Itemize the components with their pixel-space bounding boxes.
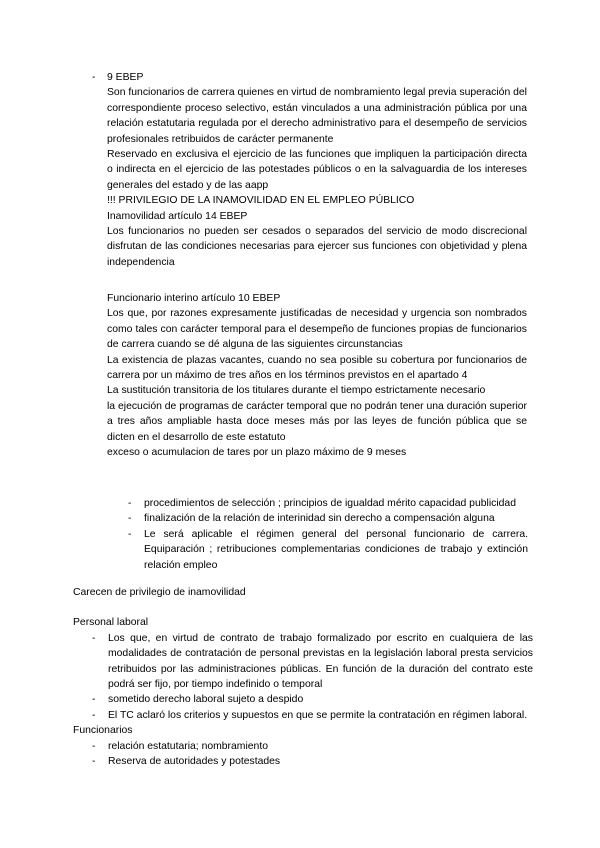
inamovilidad-title: Inamovilidad artículo 14 EBEP (107, 210, 248, 222)
list-item (92, 739, 533, 754)
list-item-text: sometido derecho laboral sujeto a despido (108, 694, 304, 706)
list-item-text: Reserva de autoridades y potestades (108, 756, 281, 768)
personal-laboral-title: Personal laboral (73, 617, 149, 629)
list-item-text: procedimientos de selección ; principios de igualdad mérito capacidad publicidad (144, 498, 516, 509)
carecen-line: Carecen de privilegio de inamovilidad (73, 587, 246, 598)
interino-section (107, 291, 527, 460)
bullet-dash: - (128, 528, 132, 540)
ebep-heading: 9 EBEP (107, 72, 144, 83)
bullet-dash: - (92, 709, 96, 721)
list-item (92, 708, 533, 723)
list-item (92, 631, 533, 693)
interino-paragraph-5: exceso o acumulacion de tares por un plazo máximo de 9 meses (107, 447, 407, 459)
bullet-dash: - (92, 740, 96, 752)
list-item (128, 511, 528, 526)
inamovilidad-paragraph: Los funcionarios no pueden ser cesados o separados del servicio de modo discrecional disfrutan de las condiciones necesarias para ejercer sus funciones con objetividad y plena independencia (107, 226, 527, 268)
list-item-text: relación estatutaria; nombramiento (108, 740, 268, 752)
bullet-dash: - (92, 694, 96, 706)
interino-title: Funcionario interino artículo 10 EBEP (107, 293, 281, 304)
definition-paragraph: Son funcionarios de carrera quienes en virtud de nombramiento legal previa superación del correspondiente proceso selectivo, están vinculados a una administración pública por una relación estatutaria regulada por el derecho administrativo para el desempeño de servicios profesionales retribuidos de carácter permanente (107, 87, 527, 145)
list-item (92, 692, 533, 707)
list-item (128, 527, 528, 573)
list-item-text: El TC aclaró los criterios y supuestos en que se permite la contratación en régimen laboral. (108, 709, 528, 721)
list-item-text: Le será aplicable el régimen general del personal funcionario de carrera. Equiparación ; retribuciones complementarias condiciones de trabajo y extinción relación empleo (144, 528, 528, 571)
interino-paragraph-3: La sustitución transitoria de los titulares durante el tiempo estrictamente necesario (107, 385, 486, 397)
ebep-section (107, 70, 527, 270)
bullet-dash: - (128, 498, 132, 509)
funcionarios-title: Funcionarios (73, 725, 133, 737)
interino-paragraph-4: la ejecución de programas de carácter temporal que no podrán tener una duración superior a tres años ampliable hasta doce meses más por las leyes de función pública que se dicten en el desarrollo de este estatuto (107, 400, 527, 443)
lower-section (73, 585, 533, 769)
interino-paragraph-1: Los que, por razones expresamente justificadas de necesidad y urgencia son nombrados como tales con carácter temporal para el desempeño de funciones propias de funcionarios de carrera cuando se dé alguna de las siguientes circunstancias (107, 308, 527, 351)
list-item (128, 496, 528, 511)
reserved-paragraph: Reservado en exclusiva el ejercicio de las funciones que impliquen la participación directa o indirecta en el ejercicio de las potestades públicos o en la salvaguardia de los intereses generales del estado y de las aapp (107, 149, 527, 191)
list-item-text: Los que, en virtud de contrato de trabajo formalizado por escrito en cualquiera de las modalidades de contratación de personal previstas en la legislación laboral presta servicios retribuidos por las administraciones públicas. En función de la duración del contrato este podrá ser fijo, por tiempo indefinido o temporal (108, 632, 533, 691)
bullet-dash: - (128, 513, 132, 525)
bullet-dash: - (92, 72, 96, 83)
bullet-dash: - (92, 756, 96, 768)
bullet-dash: - (92, 632, 96, 644)
list-item (92, 754, 533, 769)
privilege-heading: !!! PRIVILEGIO DE LA INAMOVILIDAD EN EL EMPLEO PÚBLICO (107, 195, 415, 207)
list-item-text: finalización de la relación de interinidad sin derecho a compensación alguna (144, 513, 495, 525)
interino-list (128, 496, 528, 573)
interino-paragraph-2: La existencia de plazas vacantes, cuando no sea posible su cobertura por funcionarios de carrera por un máximo de tres años en los términos previstos en el apartado 4 (107, 354, 527, 382)
